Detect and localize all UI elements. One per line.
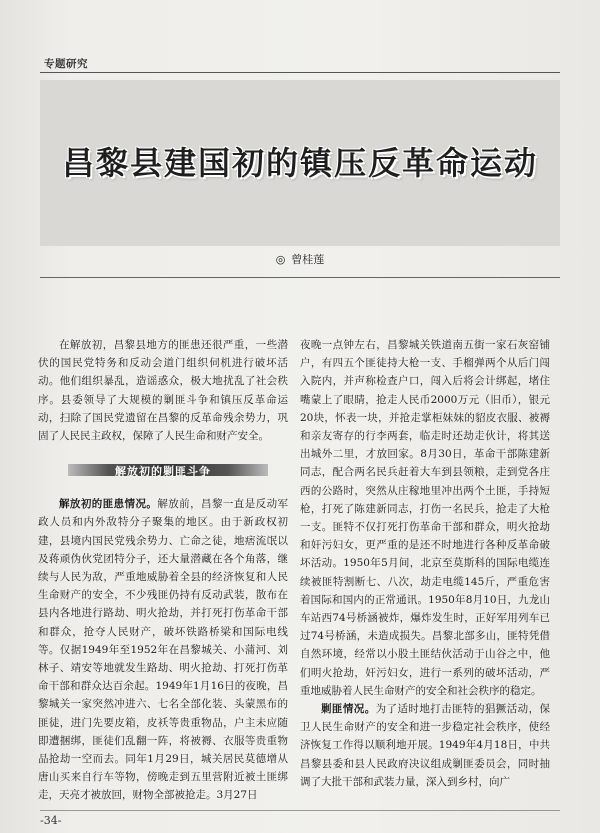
author-line: [0, 251, 600, 267]
title-banner: [40, 80, 560, 246]
paragraph-2: 夜晚一点钟左右，昌黎城关铁道南五街一家石灰窑铺户，有四五个匪徒持大枪一支、手榴弹两个从后门闯入院内，并声称检查户口，闯入后将会计绑起，堵住嘴蒙上了眼睛，抢走人民币2000万元（旧币），银元20块，怀表一块，并抢走掌柜妹妹的貂皮衣服、被褥和亲友寄存的行李两套，临走时还劫走伙计，将其送出城外二里，才放回家。8月30日，革命干部陈建新同志，配合两名民兵赶着大车到县领粮，走到党各庄西的公路时，突然从庄稼地里冲出两个土匪，手持短枪，打死了陈建新同志，打伤一名民兵，抢走了大枪一支。匪特不仅打死打伤革命干部和群众，明火抢劫和奸污妇女，更严重的是还不时地进行各种反革命破坏活动。1950年5月间，北京至莫斯科的国际电缆连续被匪特割断七、八次，劫走电缆145斤，严重危害着国际和国内的正常通讯。1950年8月10日，九龙山车站西74号桥涵被炸，爆炸发生时，正好军用列车已过74号桥涵，未造成损失。昌黎北部多山，匪特凭借自然环境，经常以小股土匪结伙活动于山谷之中，他们明火抢劫，奸污妇女，进行一系列的破坏活动，严重地威胁着人民生命财产的安全和社会秩序的稳定。: [300, 339, 550, 697]
paragraph-3: [300, 700, 550, 791]
footer-rule: [40, 810, 560, 811]
author-mark: ◎: [275, 253, 286, 266]
intro-paragraph: 在解放初，昌黎县地方的匪患还很严重，一些潜伏的国民党特务和反动会道门组织伺机进行破坏活动。他们组织暴乱，造谣惑众，极大地扰乱了社会秩序。县委领导了大规模的剿匪斗争和镇压反革命运动，扫除了国民党遗留在昌黎的反革命残余势力，巩固了人民民主政权，保障了人民生命和财产安全。: [38, 339, 288, 443]
paragraph-3-lead: 剿匪情况。: [321, 703, 376, 716]
paragraph-1-body: 解放前，昌黎一直是反动军政人员和内外敌特分子聚集的地区。由于新政权初建，县境内国民党残余势力、亡命之徒，地痞流氓以及蒋顽伪伙党团特分子，还大量潜藏在各个角落，继续与人民为敌，严重地威胁着全县的经济恢复和人民生命财产的安全，不少残匪仍持有反动武装，散布在县内各地进行路劫、明火抢劫，并打死打伤革命干部和群众，抢夺人民财产，破坏铁路桥梁和国际电线等。仅据1949年至1952年在昌黎城关、小蒲河、刘林子、靖安等地就发生路劫、明火抢劫、打死打伤革命干部和群众达百余起。1949年1月16日的夜晚，昌黎城关一家突然冲进六、七名全部化装、头蒙黑布的匪徒，进门先要皮箱，皮袄等贵重物品，户主未应随即遭捆绑，匪徒们乱翻一阵，将被褥、衣服等贵重物品抢劫一空而去。同年1月29日，城关居民莫德增从唐山买来自行车等物，傍晚走到五里营附近被土匪绑走，天亮才被放回，财物全部被抢走。3月27日: [38, 498, 289, 802]
article-title: 昌黎县建国初的镇压反革命运动: [61, 144, 538, 182]
paragraph-3-body: 为了适时地打击匪特的猖獗活动，保卫人民生命财产的安全和进一步稳定社会秩序，使经济恢复工作得以顺利地开展。1949年4月18日，中共昌黎县委和县人民政府决议组成剿匪委员会，同时抽调了大批干部和武装力量，深入到乡村，向广: [300, 703, 550, 788]
subheading: [38, 459, 288, 481]
paragraph-1: [38, 495, 288, 804]
column-left: [38, 336, 288, 805]
header-rule: [40, 72, 560, 73]
paragraph-1-lead: 解放初的匪患情况。: [59, 498, 158, 511]
section-label: 专题研究: [44, 58, 88, 70]
author-rule: [40, 277, 560, 278]
column-right: [300, 336, 550, 791]
subheading-text: 解放初的剿匪斗争: [115, 465, 211, 479]
author-name: 曾桂莲: [291, 253, 325, 266]
page-number: -34-: [40, 814, 62, 827]
